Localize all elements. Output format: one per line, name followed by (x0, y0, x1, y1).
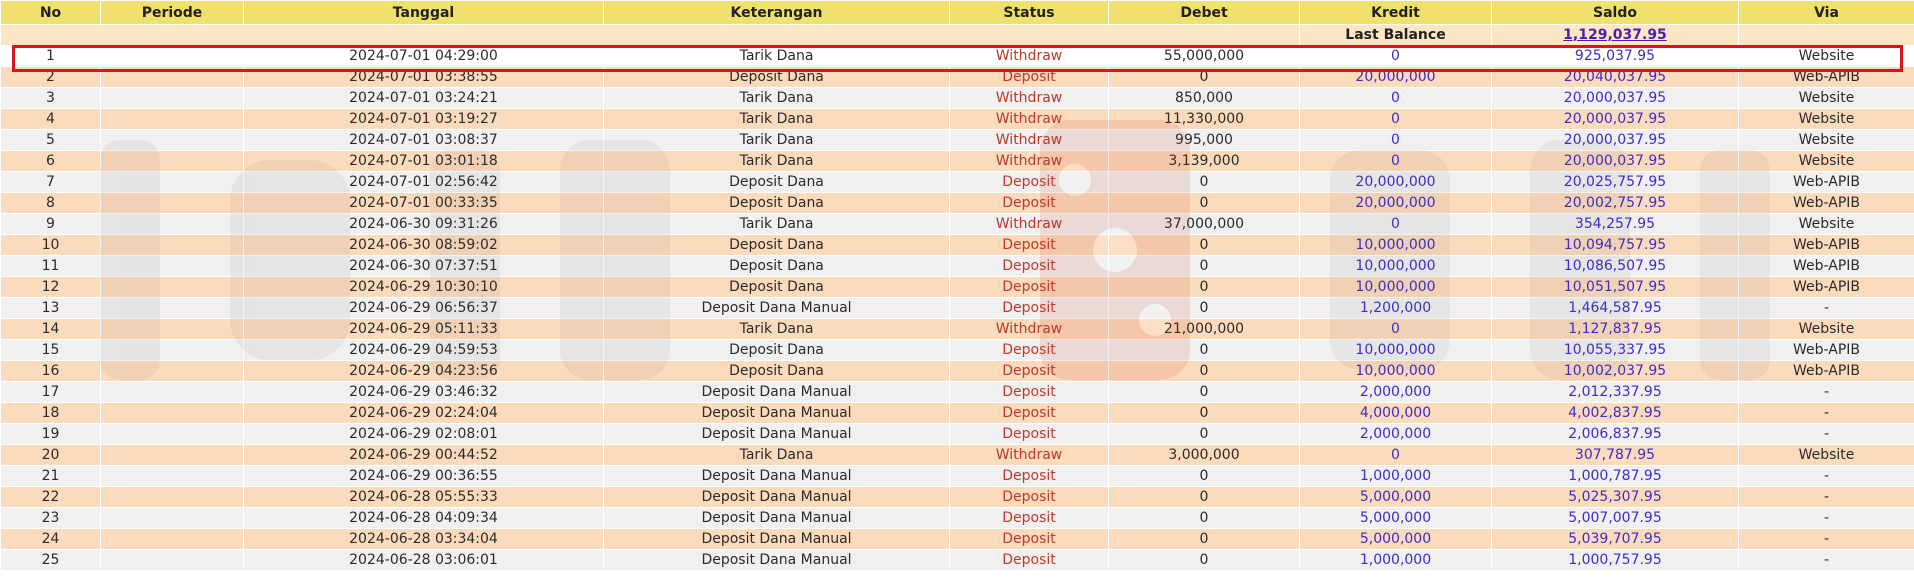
cell-no: 2 (1, 67, 101, 88)
cell-periode (101, 382, 244, 403)
cell-keterangan: Deposit Dana Manual (604, 487, 950, 508)
cell-no: 17 (1, 382, 101, 403)
cell-saldo: 20,000,037.95 (1492, 88, 1739, 109)
cell-via: Website (1739, 88, 1914, 109)
cell-kredit: 0 (1300, 88, 1492, 109)
cell-debet: 0 (1109, 256, 1300, 277)
cell-status: Deposit (950, 235, 1109, 256)
cell-no: 15 (1, 340, 101, 361)
cell-saldo: 2,012,337.95 (1492, 382, 1739, 403)
cell-status: Withdraw (950, 445, 1109, 466)
cell-kredit: 10,000,000 (1300, 361, 1492, 382)
cell-periode (101, 487, 244, 508)
cell-debet: 0 (1109, 466, 1300, 487)
cell-periode (101, 88, 244, 109)
cell-status: Deposit (950, 340, 1109, 361)
cell-status: Deposit (950, 550, 1109, 571)
cell-kredit: 0 (1300, 151, 1492, 172)
cell-status: Deposit (950, 256, 1109, 277)
cell-status: Withdraw (950, 214, 1109, 235)
cell-tanggal: 2024-06-29 00:44:52 (244, 445, 604, 466)
column-header-kredit[interactable]: Kredit (1300, 1, 1492, 25)
cell-periode (101, 361, 244, 382)
cell-debet: 0 (1109, 361, 1300, 382)
cell-no: 12 (1, 277, 101, 298)
cell-debet: 3,139,000 (1109, 151, 1300, 172)
last-balance-value[interactable]: 1,129,037.95 (1492, 25, 1739, 46)
cell-kredit: 5,000,000 (1300, 529, 1492, 550)
cell-keterangan: Deposit Dana Manual (604, 382, 950, 403)
cell-periode (101, 403, 244, 424)
cell-via: Web-APIB (1739, 256, 1914, 277)
cell-tanggal: 2024-06-29 03:46:32 (244, 382, 604, 403)
cell-periode (101, 508, 244, 529)
cell-via: Website (1739, 445, 1914, 466)
cell-periode (101, 46, 244, 67)
cell-keterangan: Deposit Dana Manual (604, 403, 950, 424)
cell-keterangan: Deposit Dana (604, 256, 950, 277)
column-header-tanggal[interactable]: Tanggal (244, 1, 604, 25)
cell-no: 7 (1, 172, 101, 193)
cell-kredit: 2,000,000 (1300, 382, 1492, 403)
table-row[interactable] (1, 382, 1914, 403)
cell-saldo: 1,127,837.95 (1492, 319, 1739, 340)
cell-via: Website (1739, 214, 1914, 235)
cell-tanggal: 2024-06-30 07:37:51 (244, 256, 604, 277)
cell-periode (101, 193, 244, 214)
table-row[interactable] (1, 193, 1914, 214)
cell-tanggal: 2024-07-01 00:33:35 (244, 193, 604, 214)
table-row[interactable] (1, 529, 1914, 550)
cell-debet: 0 (1109, 550, 1300, 571)
table-row[interactable] (1, 403, 1914, 424)
cell-saldo: 10,086,507.95 (1492, 256, 1739, 277)
table-row[interactable] (1, 445, 1914, 466)
cell-via: - (1739, 466, 1914, 487)
cell-tanggal: 2024-06-29 10:30:10 (244, 277, 604, 298)
cell-saldo: 20,000,037.95 (1492, 151, 1739, 172)
cell-debet: 0 (1109, 235, 1300, 256)
cell-keterangan: Deposit Dana Manual (604, 298, 950, 319)
cell-debet: 0 (1109, 340, 1300, 361)
cell-via: - (1739, 382, 1914, 403)
cell-tanggal: 2024-07-01 03:19:27 (244, 109, 604, 130)
table-row[interactable] (1, 214, 1914, 235)
cell-periode (101, 298, 244, 319)
cell-saldo: 354,257.95 (1492, 214, 1739, 235)
cell-debet: 995,000 (1109, 130, 1300, 151)
cell-saldo: 2,006,837.95 (1492, 424, 1739, 445)
cell-debet: 0 (1109, 424, 1300, 445)
cell-kredit: 20,000,000 (1300, 193, 1492, 214)
cell-via: Web-APIB (1739, 172, 1914, 193)
cell-kredit: 20,000,000 (1300, 67, 1492, 88)
cell-no: 21 (1, 466, 101, 487)
cell-saldo: 20,002,757.95 (1492, 193, 1739, 214)
cell-no: 19 (1, 424, 101, 445)
cell-status: Withdraw (950, 151, 1109, 172)
cell-status: Deposit (950, 466, 1109, 487)
last-balance-empty (1739, 25, 1914, 46)
cell-status: Withdraw (950, 109, 1109, 130)
cell-periode (101, 235, 244, 256)
table-row[interactable] (1, 88, 1914, 109)
cell-debet: 0 (1109, 298, 1300, 319)
cell-debet: 37,000,000 (1109, 214, 1300, 235)
cell-saldo: 10,002,037.95 (1492, 361, 1739, 382)
cell-no: 9 (1, 214, 101, 235)
cell-via: Website (1739, 151, 1914, 172)
cell-saldo: 20,040,037.95 (1492, 67, 1739, 88)
cell-debet: 55,000,000 (1109, 46, 1300, 67)
cell-saldo: 5,039,707.95 (1492, 529, 1739, 550)
cell-kredit: 0 (1300, 214, 1492, 235)
cell-kredit: 10,000,000 (1300, 235, 1492, 256)
column-header-saldo[interactable]: Saldo (1492, 1, 1739, 25)
cell-no: 24 (1, 529, 101, 550)
cell-kredit: 10,000,000 (1300, 277, 1492, 298)
cell-saldo: 20,025,757.95 (1492, 172, 1739, 193)
cell-no: 25 (1, 550, 101, 571)
cell-kredit: 0 (1300, 109, 1492, 130)
cell-status: Deposit (950, 487, 1109, 508)
cell-debet: 0 (1109, 277, 1300, 298)
column-header-no[interactable]: No (1, 1, 101, 25)
cell-saldo: 925,037.95 (1492, 46, 1739, 67)
cell-saldo: 1,000,757.95 (1492, 550, 1739, 571)
cell-via: Website (1739, 109, 1914, 130)
cell-tanggal: 2024-07-01 03:38:55 (244, 67, 604, 88)
cell-keterangan: Tarik Dana (604, 151, 950, 172)
cell-status: Deposit (950, 382, 1109, 403)
column-header-via[interactable]: Via (1739, 1, 1914, 25)
cell-status: Deposit (950, 67, 1109, 88)
last-balance-label: Last Balance (1300, 25, 1492, 46)
cell-periode (101, 319, 244, 340)
cell-kredit: 20,000,000 (1300, 172, 1492, 193)
cell-status: Deposit (950, 508, 1109, 529)
cell-no: 18 (1, 403, 101, 424)
cell-tanggal: 2024-06-28 03:06:01 (244, 550, 604, 571)
cell-status: Deposit (950, 529, 1109, 550)
last-balance-row (1, 25, 1914, 46)
cell-kredit: 1,200,000 (1300, 298, 1492, 319)
cell-kredit: 0 (1300, 46, 1492, 67)
cell-via: Web-APIB (1739, 67, 1914, 88)
cell-via: Website (1739, 46, 1914, 67)
table-row[interactable] (1, 508, 1914, 529)
cell-no: 22 (1, 487, 101, 508)
cell-periode (101, 214, 244, 235)
table-row[interactable] (1, 298, 1914, 319)
column-header-keterangan[interactable]: Keterangan (604, 1, 950, 25)
cell-kredit: 1,000,000 (1300, 466, 1492, 487)
table-row[interactable] (1, 550, 1914, 571)
cell-periode (101, 466, 244, 487)
cell-via: Website (1739, 319, 1914, 340)
cell-saldo: 5,025,307.95 (1492, 487, 1739, 508)
column-header-debet[interactable]: Debet (1109, 1, 1300, 25)
cell-debet: 0 (1109, 193, 1300, 214)
cell-periode (101, 550, 244, 571)
cell-keterangan: Tarik Dana (604, 445, 950, 466)
cell-periode (101, 130, 244, 151)
cell-via: Web-APIB (1739, 235, 1914, 256)
cell-keterangan: Deposit Dana Manual (604, 550, 950, 571)
cell-no: 13 (1, 298, 101, 319)
cell-tanggal: 2024-07-01 02:56:42 (244, 172, 604, 193)
cell-tanggal: 2024-07-01 03:24:21 (244, 88, 604, 109)
cell-periode (101, 109, 244, 130)
column-header-periode[interactable]: Periode (101, 1, 244, 25)
cell-keterangan: Tarik Dana (604, 88, 950, 109)
table-row[interactable] (1, 151, 1914, 172)
cell-keterangan: Deposit Dana (604, 172, 950, 193)
cell-keterangan: Deposit Dana Manual (604, 508, 950, 529)
cell-keterangan: Tarik Dana (604, 109, 950, 130)
cell-kredit: 0 (1300, 130, 1492, 151)
cell-via: - (1739, 298, 1914, 319)
cell-keterangan: Deposit Dana Manual (604, 466, 950, 487)
cell-keterangan: Deposit Dana (604, 277, 950, 298)
table-row[interactable] (1, 109, 1914, 130)
cell-keterangan: Tarik Dana (604, 319, 950, 340)
cell-tanggal: 2024-06-29 06:56:37 (244, 298, 604, 319)
cell-kredit: 1,000,000 (1300, 550, 1492, 571)
cell-tanggal: 2024-07-01 03:01:18 (244, 151, 604, 172)
cell-kredit: 10,000,000 (1300, 256, 1492, 277)
cell-kredit: 10,000,000 (1300, 340, 1492, 361)
cell-debet: 850,000 (1109, 88, 1300, 109)
cell-no: 3 (1, 88, 101, 109)
cell-tanggal: 2024-06-29 04:59:53 (244, 340, 604, 361)
cell-tanggal: 2024-06-29 04:23:56 (244, 361, 604, 382)
cell-no: 4 (1, 109, 101, 130)
cell-debet: 0 (1109, 529, 1300, 550)
table-row[interactable] (1, 67, 1914, 88)
cell-status: Withdraw (950, 130, 1109, 151)
cell-periode (101, 340, 244, 361)
cell-debet: 11,330,000 (1109, 109, 1300, 130)
cell-kredit: 0 (1300, 445, 1492, 466)
cell-periode (101, 67, 244, 88)
cell-debet: 0 (1109, 487, 1300, 508)
cell-via: - (1739, 508, 1914, 529)
cell-no: 16 (1, 361, 101, 382)
table-row[interactable] (1, 340, 1914, 361)
table-row[interactable] (1, 235, 1914, 256)
cell-debet: 0 (1109, 67, 1300, 88)
cell-tanggal: 2024-06-30 08:59:02 (244, 235, 604, 256)
cell-tanggal: 2024-06-29 00:36:55 (244, 466, 604, 487)
cell-kredit: 4,000,000 (1300, 403, 1492, 424)
table-row[interactable] (1, 46, 1914, 67)
cell-no: 5 (1, 130, 101, 151)
cell-saldo: 5,007,007.95 (1492, 508, 1739, 529)
cell-via: Website (1739, 130, 1914, 151)
cell-periode (101, 445, 244, 466)
cell-tanggal: 2024-06-28 03:34:04 (244, 529, 604, 550)
cell-tanggal: 2024-06-29 02:24:04 (244, 403, 604, 424)
cell-no: 14 (1, 319, 101, 340)
cell-via: - (1739, 403, 1914, 424)
cell-via: Web-APIB (1739, 193, 1914, 214)
cell-keterangan: Deposit Dana (604, 193, 950, 214)
cell-status: Withdraw (950, 46, 1109, 67)
cell-no: 6 (1, 151, 101, 172)
cell-keterangan: Tarik Dana (604, 130, 950, 151)
cell-debet: 21,000,000 (1109, 319, 1300, 340)
cell-kredit: 2,000,000 (1300, 424, 1492, 445)
cell-periode (101, 172, 244, 193)
cell-keterangan: Deposit Dana Manual (604, 424, 950, 445)
cell-tanggal: 2024-07-01 03:08:37 (244, 130, 604, 151)
cell-keterangan: Deposit Dana Manual (604, 529, 950, 550)
cell-keterangan: Deposit Dana (604, 340, 950, 361)
cell-no: 1 (1, 46, 101, 67)
table-row[interactable] (1, 172, 1914, 193)
cell-tanggal: 2024-07-01 04:29:00 (244, 46, 604, 67)
cell-status: Deposit (950, 277, 1109, 298)
table-row[interactable] (1, 277, 1914, 298)
table-row[interactable] (1, 319, 1914, 340)
cell-via: - (1739, 424, 1914, 445)
cell-no: 8 (1, 193, 101, 214)
cell-keterangan: Deposit Dana (604, 361, 950, 382)
cell-saldo: 307,787.95 (1492, 445, 1739, 466)
cell-keterangan: Deposit Dana (604, 235, 950, 256)
cell-status: Deposit (950, 298, 1109, 319)
last-balance-spacer (1, 25, 1300, 46)
cell-keterangan: Tarik Dana (604, 214, 950, 235)
cell-tanggal: 2024-06-28 04:09:34 (244, 508, 604, 529)
table-header-row (1, 1, 1914, 25)
cell-debet: 0 (1109, 382, 1300, 403)
cell-tanggal: 2024-06-30 09:31:26 (244, 214, 604, 235)
cell-keterangan: Tarik Dana (604, 46, 950, 67)
cell-status: Deposit (950, 403, 1109, 424)
cell-saldo: 1,464,587.95 (1492, 298, 1739, 319)
cell-periode (101, 424, 244, 445)
cell-tanggal: 2024-06-28 05:55:33 (244, 487, 604, 508)
cell-no: 20 (1, 445, 101, 466)
cell-no: 23 (1, 508, 101, 529)
cell-debet: 0 (1109, 508, 1300, 529)
cell-periode (101, 151, 244, 172)
cell-debet: 0 (1109, 172, 1300, 193)
cell-via: - (1739, 529, 1914, 550)
cell-status: Deposit (950, 172, 1109, 193)
cell-via: Web-APIB (1739, 340, 1914, 361)
table-row[interactable] (1, 487, 1914, 508)
cell-kredit: 0 (1300, 319, 1492, 340)
cell-saldo: 10,051,507.95 (1492, 277, 1739, 298)
cell-saldo: 1,000,787.95 (1492, 466, 1739, 487)
cell-saldo: 20,000,037.95 (1492, 130, 1739, 151)
cell-via: - (1739, 487, 1914, 508)
cell-no: 10 (1, 235, 101, 256)
table-row[interactable] (1, 466, 1914, 487)
cell-kredit: 5,000,000 (1300, 487, 1492, 508)
cell-via: - (1739, 550, 1914, 571)
cell-periode (101, 256, 244, 277)
cell-no: 11 (1, 256, 101, 277)
column-header-status[interactable]: Status (950, 1, 1109, 25)
cell-status: Withdraw (950, 319, 1109, 340)
cell-debet: 3,000,000 (1109, 445, 1300, 466)
cell-status: Deposit (950, 361, 1109, 382)
table-row[interactable] (1, 130, 1914, 151)
table-row[interactable] (1, 256, 1914, 277)
cell-via: Web-APIB (1739, 277, 1914, 298)
cell-tanggal: 2024-06-29 02:08:01 (244, 424, 604, 445)
cell-periode (101, 277, 244, 298)
cell-saldo: 10,055,337.95 (1492, 340, 1739, 361)
cell-tanggal: 2024-06-29 05:11:33 (244, 319, 604, 340)
cell-keterangan: Deposit Dana (604, 67, 950, 88)
cell-saldo: 10,094,757.95 (1492, 235, 1739, 256)
cell-status: Deposit (950, 193, 1109, 214)
table-row[interactable] (1, 361, 1914, 382)
cell-saldo: 20,000,037.95 (1492, 109, 1739, 130)
cell-debet: 0 (1109, 403, 1300, 424)
cell-kredit: 5,000,000 (1300, 508, 1492, 529)
cell-saldo: 4,002,837.95 (1492, 403, 1739, 424)
table-row[interactable] (1, 424, 1914, 445)
cell-via: Web-APIB (1739, 361, 1914, 382)
cell-status: Withdraw (950, 88, 1109, 109)
cell-status: Deposit (950, 424, 1109, 445)
cell-periode (101, 529, 244, 550)
